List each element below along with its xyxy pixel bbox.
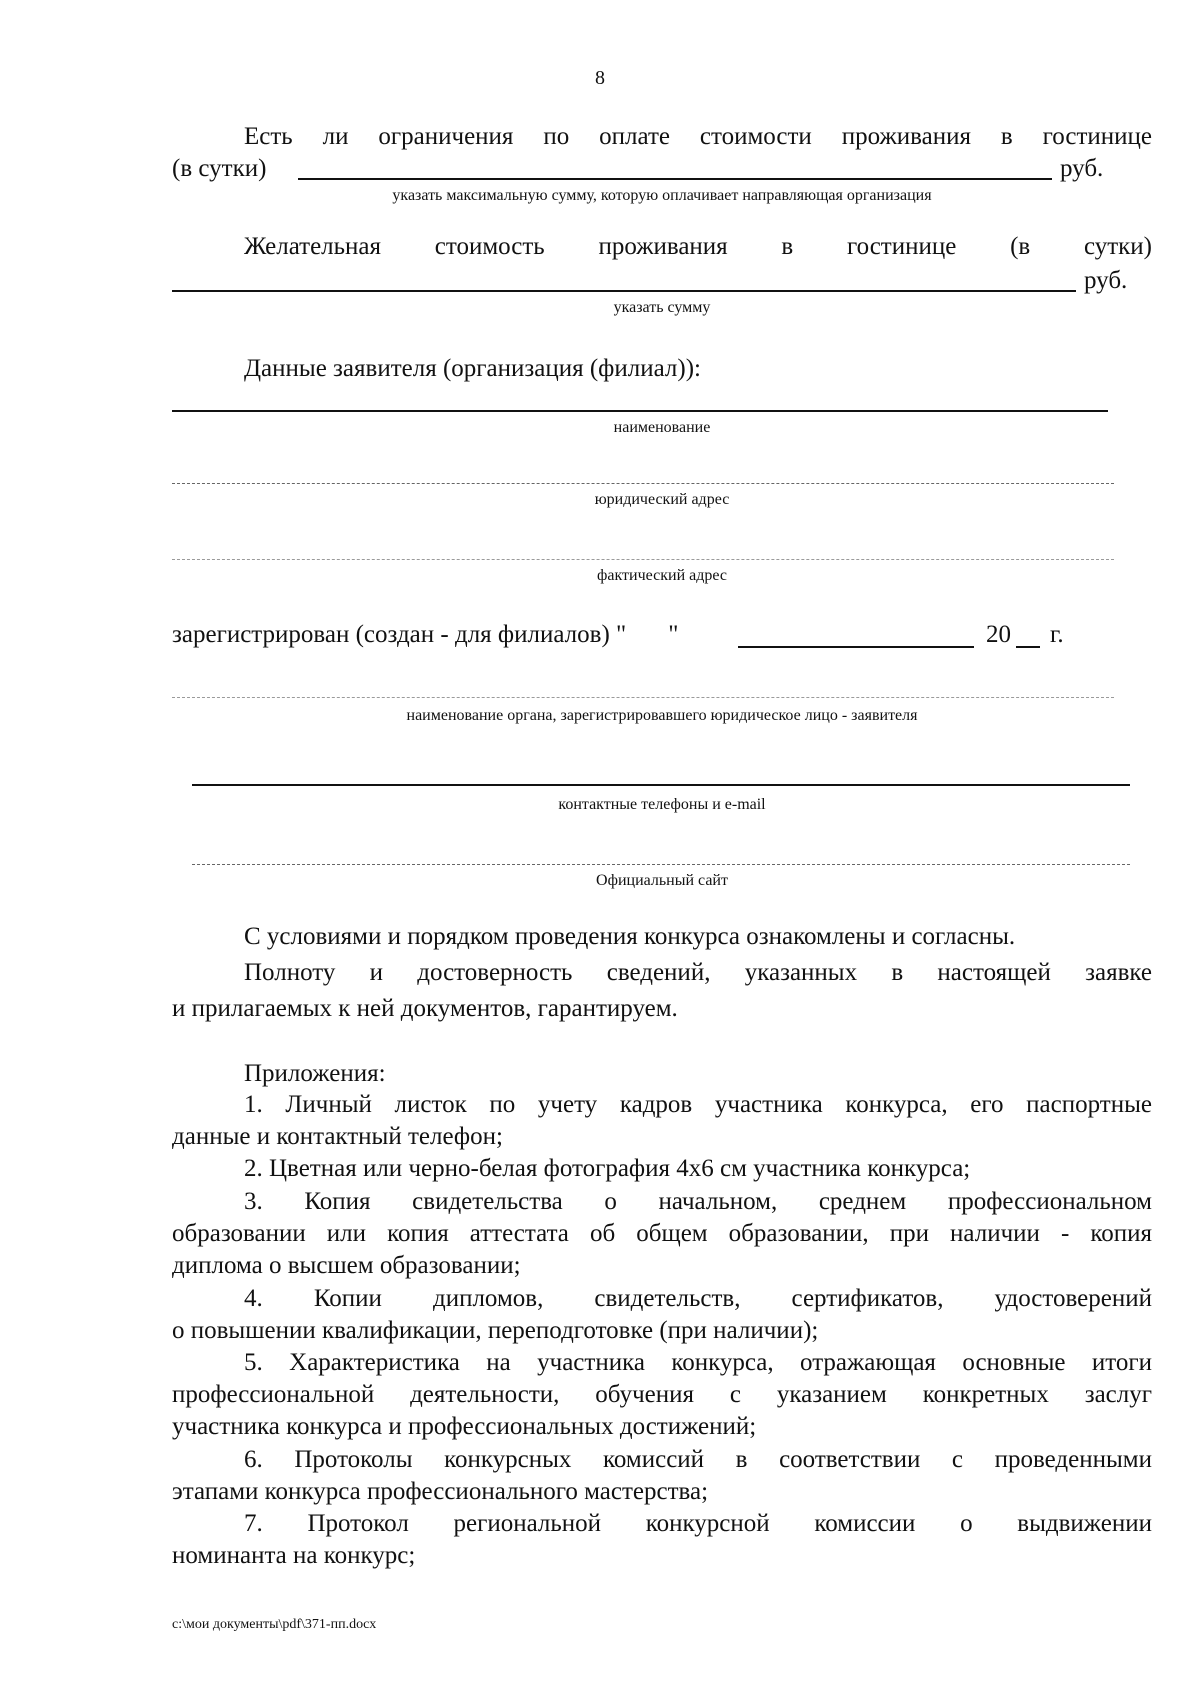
hotel-desired-question: Желательная стоимость проживания в гостинице (в сутки) [244, 233, 1152, 260]
attachment-5-line-1: 5. Характеристика на участника конкурса, отражающая основные итоги [244, 1349, 1152, 1376]
agreement-line-2: Полноту и достоверность сведений, указанных в настоящей заявке [244, 959, 1152, 986]
hotel-limit-caption: указать максимальную сумму, которую оплачивает направляющая организация [392, 187, 932, 204]
contacts-field[interactable] [192, 784, 1130, 786]
registering-body-field[interactable] [172, 697, 1114, 698]
hotel-desired-amount-field[interactable] [172, 290, 1076, 292]
registered-month-field[interactable] [738, 646, 974, 648]
page-number: 8 [595, 67, 605, 89]
attachment-3-line-3: диплома о высшем образовании; [172, 1252, 521, 1279]
footer-file-path: c:\мои документы\pdf\371-пп.docx [172, 1617, 377, 1632]
attachment-1-line-1: 1. Личный листок по учету кадров участника конкурса, его паспортные [244, 1091, 1152, 1118]
hotel-limit-currency: руб. [1060, 155, 1104, 182]
registering-body-caption: наименование органа, зарегистрировавшего юридическое лицо - заявителя [406, 707, 918, 724]
hotel-limit-per-day-label: (в сутки) [172, 155, 267, 182]
legal-address-field[interactable] [172, 483, 1114, 484]
agreement-line-3: и прилагаемых к ней документов, гарантируем. [172, 995, 678, 1022]
attachment-4-line-2: о повышении квалификации, переподготовке (при наличии); [172, 1317, 819, 1344]
applicant-heading: Данные заявителя (организация (филиал)): [244, 355, 702, 382]
contacts-caption: контактные телефоны и e-mail [558, 796, 766, 813]
attachment-6-line-2: этапами конкурса профессионального мастерства; [172, 1478, 709, 1505]
attachments-heading: Приложения: [244, 1060, 386, 1087]
website-caption: Официальный сайт [596, 872, 728, 889]
registered-label: зарегистрирован (создан - для филиалов) " [172, 621, 627, 648]
attachment-5-line-3: участника конкурса и профессиональных достижений; [172, 1413, 757, 1440]
website-field[interactable] [192, 864, 1130, 865]
registered-year-field[interactable] [1016, 646, 1040, 648]
agreement-line-1: С условиями и порядком проведения конкурса ознакомлены и согласны. [244, 923, 1016, 950]
attachment-3-line-1: 3. Копия свидетельства о начальном, среднем профессиональном [244, 1188, 1152, 1215]
hotel-desired-currency: руб. [1084, 267, 1128, 294]
attachment-5-line-2: профессиональной деятельности, обучения с указанием конкретных заслуг [172, 1381, 1152, 1408]
attachment-4-line-1: 4. Копии дипломов, свидетельств, сертификатов, удостоверений [244, 1285, 1152, 1312]
actual-address-caption: фактический адрес [597, 567, 727, 584]
hotel-limit-amount-field[interactable] [298, 178, 1052, 180]
hotel-limit-question: Есть ли ограничения по оплате стоимости проживания в гостинице [244, 123, 1152, 150]
registered-year-suffix: г. [1050, 621, 1064, 648]
actual-address-field[interactable] [172, 559, 1114, 560]
attachment-2-line-1: 2. Цветная или черно-белая фотография 4х6 см участника конкурса; [244, 1155, 971, 1182]
attachment-7-line-2: номинанта на конкурс; [172, 1542, 416, 1569]
legal-address-caption: юридический адрес [594, 491, 730, 508]
attachment-6-line-1: 6. Протоколы конкурсных комиссий в соответствии с проведенными [244, 1446, 1152, 1473]
registered-closing-quote: " [668, 621, 679, 648]
attachment-3-line-2: образовании или копия аттестата об общем образовании, при наличии - копия [172, 1220, 1152, 1247]
attachment-7-line-1: 7. Протокол региональной конкурсной комиссии о выдвижении [244, 1510, 1152, 1537]
registered-date-line [172, 619, 678, 651]
hotel-desired-caption: указать сумму [613, 299, 711, 316]
applicant-name-field[interactable] [172, 410, 1108, 412]
registered-year-prefix: 20 [986, 621, 1011, 648]
applicant-name-caption: наименование [613, 419, 711, 436]
attachment-1-line-2: данные и контактный телефон; [172, 1123, 503, 1150]
